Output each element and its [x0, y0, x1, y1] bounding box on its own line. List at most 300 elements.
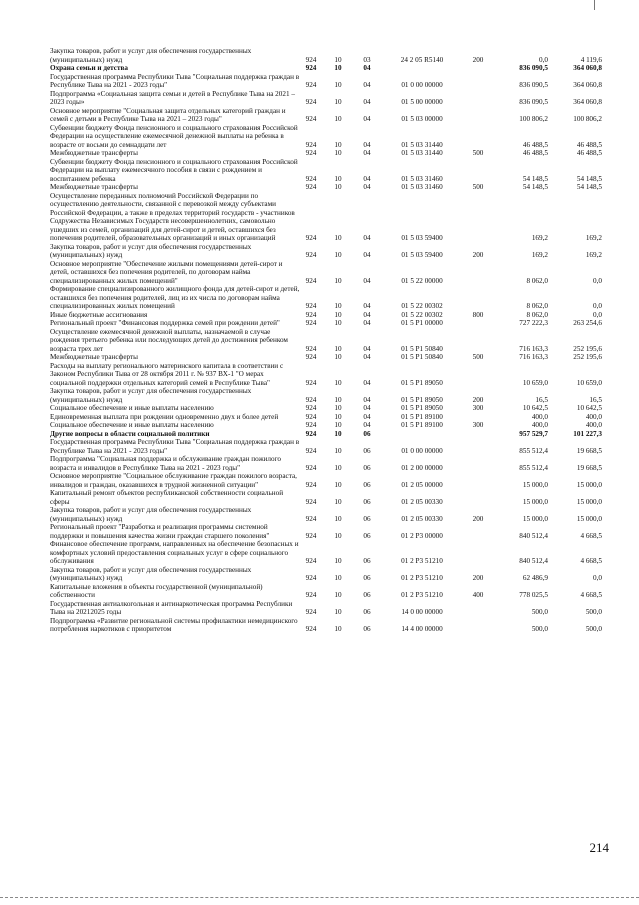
row-grbs: 924	[305, 64, 317, 72]
row-amount-year1: 400,0	[531, 421, 548, 429]
row-amount-year1: 46 488,5	[522, 149, 548, 157]
row-grbs: 924	[305, 98, 317, 106]
row-section: 10	[334, 115, 342, 123]
row-subsection: 04	[363, 353, 371, 361]
table-row	[50, 107, 602, 124]
row-amount-year1: 500,0	[531, 625, 548, 633]
row-amount-year2: 46 488,5	[576, 149, 602, 157]
row-amount-year1: 16,5	[535, 395, 548, 404]
row-target-article	[380, 430, 464, 439]
row-amount-year1: 840 512,4	[519, 557, 548, 565]
row-amount-year1: 0,0	[539, 55, 548, 64]
row-section: 10	[334, 98, 342, 106]
row-subsection: 04	[363, 64, 371, 72]
table-row	[50, 506, 602, 523]
table-row	[50, 540, 602, 566]
row-expense-type	[464, 455, 492, 472]
row-grbs: 924	[305, 497, 317, 506]
row-amount-year2: 0,0	[593, 574, 602, 582]
row-target-article: 01 0 00 00000	[401, 446, 443, 455]
row-section: 10	[334, 608, 342, 616]
table-row	[50, 583, 602, 600]
row-name: Закупка товаров, работ и услуг для обеспечения государственных (муниципальных) нужд	[50, 565, 252, 582]
row-section: 10	[334, 557, 342, 565]
row-amount-year2: 252 195,6	[573, 344, 602, 353]
row-expense-type	[464, 472, 492, 489]
row-grbs: 924	[305, 557, 317, 565]
row-amount-year1: 46 488,5	[522, 140, 548, 149]
row-subsection: 04	[363, 319, 371, 327]
row-target-article: 01 5 03 59400	[401, 251, 443, 259]
table-row	[50, 455, 602, 472]
row-expense-type	[464, 124, 492, 150]
row-target-article: 01 2 P3 00000	[401, 531, 443, 540]
row-name: Осуществление ежемесячной денежной выплаты, назначаемой в случае рождения третьего ребенка или последующих детей до достижения ребенком возраста трех лет	[50, 327, 288, 353]
row-section: 10	[334, 353, 342, 361]
row-name: Капитальные вложения в объекты государственной (муниципальной) собственности	[50, 582, 263, 599]
row-target-article: 01 2 P3 51210	[401, 591, 443, 599]
row-target-article: 01 5 22 00302	[401, 310, 443, 319]
row-expense-type: 400	[472, 591, 484, 599]
row-expense-type	[464, 438, 492, 455]
row-amount-year1: 957 529,7	[519, 429, 548, 438]
row-amount-year2: 54 148,5	[576, 183, 602, 191]
table-row	[50, 387, 602, 404]
row-amount-year1: 15 000,0	[522, 497, 548, 506]
row-amount-year1: 169,2	[531, 251, 548, 259]
row-subsection: 04	[363, 174, 371, 183]
row-subsection: 06	[363, 531, 371, 540]
row-target-article: 14 0 00 00000	[401, 608, 443, 616]
table-row	[50, 47, 602, 64]
row-name: Субвенции бюджету Фонда пенсионного и социального страхования Российской Федерации на осуществление ежемесячной денежной выплаты на ребенка в возрасте от восьми до семнадцати лет	[50, 123, 298, 149]
row-grbs: 924	[305, 463, 317, 472]
row-target-article: 14 4 00 00000	[401, 625, 443, 633]
row-name: Подпрограмма «Развитие региональной системы профилактики немедицинского потребления наркотиков с приоритетом	[50, 616, 298, 633]
row-amount-year2: 100 806,2	[573, 115, 602, 123]
row-section: 10	[334, 497, 342, 506]
row-subsection: 04	[363, 81, 371, 89]
row-subsection: 04	[363, 344, 371, 353]
row-name: Закупка товаров, работ и услуг для обеспечения государственных (муниципальных) нужд	[50, 506, 252, 523]
row-amount-year2: 0,0	[593, 276, 602, 285]
row-expense-type: 500	[472, 149, 484, 157]
row-amount-year1: 8 062,0	[526, 310, 548, 319]
row-subsection: 04	[363, 404, 371, 412]
row-grbs: 924	[305, 55, 317, 64]
row-expense-type	[464, 489, 492, 506]
row-grbs: 924	[305, 421, 317, 429]
table-row	[50, 319, 602, 328]
row-section: 10	[334, 514, 342, 523]
row-name: Межбюджетные трансферты	[50, 353, 138, 361]
row-target-article: 01 5 P1 00000	[401, 319, 443, 327]
row-amount-year2: 4 668,5	[580, 531, 602, 540]
row-section: 10	[334, 310, 342, 319]
scan-bottom-edge	[0, 897, 639, 898]
row-target-article: 01 5 P1 50840	[401, 353, 443, 361]
page-number: 214	[589, 840, 609, 855]
row-expense-type: 200	[472, 395, 484, 404]
table-row	[50, 430, 602, 439]
row-amount-year2: 101 227,3	[573, 429, 602, 438]
row-amount-year2: 10 642,5	[576, 404, 602, 412]
row-expense-type	[464, 319, 492, 328]
row-section: 10	[334, 183, 342, 191]
table-row	[50, 158, 602, 184]
row-grbs: 924	[305, 251, 317, 259]
row-name: Единовременная выплата при рождении одновременно двух и более детей	[50, 412, 279, 421]
row-amount-year1: 169,2	[531, 234, 548, 242]
row-expense-type	[464, 617, 492, 634]
table-row	[50, 64, 602, 73]
row-section: 10	[334, 276, 342, 285]
row-subsection: 06	[363, 557, 371, 565]
row-target-article: 01 2 00 00000	[401, 463, 443, 472]
row-amount-year2: 4 668,5	[580, 557, 602, 565]
row-section: 10	[334, 174, 342, 183]
row-expense-type	[464, 107, 492, 124]
row-expense-type: 300	[472, 421, 484, 429]
row-amount-year1: 855 512,4	[519, 463, 548, 472]
row-amount-year2: 0,0	[593, 302, 602, 310]
row-target-article	[380, 64, 464, 73]
row-target-article: 01 5 P1 89050	[401, 395, 443, 404]
row-section: 10	[334, 412, 342, 421]
row-amount-year2: 0,0	[593, 310, 602, 319]
row-name: Закупка товаров, работ и услуг для обеспечения государственных (муниципальных) нужд	[50, 47, 252, 64]
row-name: Государственная программа Республики Тыва "Социальная поддержка граждан в Республике Тыва на 2021 - 2023 годы"	[50, 72, 300, 89]
row-amount-year2: 500,0	[585, 625, 602, 633]
row-target-article: 01 2 P3 51210	[401, 557, 443, 565]
row-expense-type	[464, 328, 492, 354]
row-target-article: 01 5 03 00000	[401, 115, 443, 123]
table-row	[50, 472, 602, 489]
row-grbs: 924	[305, 319, 317, 327]
row-amount-year1: 54 148,5	[522, 183, 548, 191]
row-section: 10	[334, 140, 342, 149]
row-subsection: 04	[363, 276, 371, 285]
row-section: 10	[334, 480, 342, 489]
row-expense-type	[464, 192, 492, 243]
row-name: Подпрограмма «Социальная защита семьи и детей в Республике Тыва на 2021 – 2023 годы»	[50, 89, 295, 106]
row-section: 10	[334, 395, 342, 404]
row-amount-year2: 19 668,5	[576, 463, 602, 472]
row-section: 10	[334, 404, 342, 412]
row-name: Основное мероприятие "Обеспечение жилыми помещениями детей-сирот и детей, оставшихся без попечения родителей, по договорам найма специализированных жилых помещений"	[50, 259, 283, 285]
row-name: Основное мероприятие "Социальное обслуживание граждан пожилого возраста, инвалидов и граждан, оказавшихся в трудной жизненной ситуации"	[50, 472, 297, 489]
row-amount-year1: 400,0	[531, 412, 548, 421]
row-grbs: 924	[305, 115, 317, 123]
row-subsection: 06	[363, 591, 371, 599]
row-amount-year2: 4 668,5	[580, 591, 602, 599]
row-section: 10	[334, 429, 342, 438]
row-amount-year1: 8 062,0	[526, 276, 548, 285]
row-name: Капитальный ремонт объектов республиканской собственности социальной сферы	[50, 489, 284, 506]
row-section: 10	[334, 81, 342, 89]
row-name: Субвенции бюджету Фонда пенсионного и социального страхования Российской Федерации на выплату ежемесячного пособия в связи с рождением и воспитанием ребенка	[50, 157, 298, 183]
row-amount-year1: 840 512,4	[519, 531, 548, 540]
row-section: 10	[334, 378, 342, 387]
row-amount-year2: 252 195,6	[573, 353, 602, 361]
row-amount-year2: 4 119,6	[580, 55, 602, 64]
table-row	[50, 90, 602, 107]
row-target-article: 01 5 22 00000	[401, 276, 443, 285]
row-target-article: 01 2 P3 51210	[401, 574, 443, 582]
row-name: Социальное обеспечение и иные выплаты населению	[50, 421, 214, 429]
row-amount-year2: 16,5	[589, 395, 602, 404]
row-target-article: 01 5 03 31440	[401, 149, 443, 157]
row-amount-year1: 836 090,5	[519, 81, 548, 89]
row-amount-year2: 364 060,8	[573, 64, 602, 72]
row-name: Подпрограмма "Социальная поддержка и обслуживание граждан пожилого возраста и инвалидов в Республике Тыва на 2021 - 2023 годы"	[50, 455, 281, 472]
row-amount-year2: 500,0	[585, 608, 602, 616]
row-amount-year1: 716 163,3	[519, 344, 548, 353]
row-target-article: 24 2 05 R5140	[400, 55, 444, 64]
row-amount-year1: 10 659,0	[522, 378, 548, 387]
table-row	[50, 523, 602, 540]
row-section: 10	[334, 64, 342, 72]
table-row	[50, 192, 602, 243]
row-subsection: 04	[363, 251, 371, 259]
row-amount-year1: 15 000,0	[522, 480, 548, 489]
row-target-article: 01 5 P1 89100	[401, 421, 443, 429]
row-name: Межбюджетные трансферты	[50, 149, 138, 157]
table-row	[50, 617, 602, 634]
row-grbs: 924	[305, 276, 317, 285]
row-amount-year1: 836 090,5	[519, 98, 548, 106]
row-section: 10	[334, 531, 342, 540]
row-subsection: 06	[363, 429, 371, 438]
row-grbs: 924	[305, 310, 317, 319]
row-target-article: 01 2 05 00330	[401, 497, 443, 506]
row-subsection: 04	[363, 115, 371, 123]
row-target-article: 01 5 P1 89050	[401, 404, 443, 412]
row-target-article: 01 2 05 00000	[401, 480, 443, 489]
row-subsection: 06	[363, 625, 371, 633]
row-name: Государственная программа Республики Тыва "Социальная поддержка граждан в Республике Тыва на 2021 - 2023 годы"	[50, 438, 300, 455]
row-section: 10	[334, 319, 342, 327]
table-row	[50, 404, 602, 413]
row-amount-year1: 500,0	[531, 608, 548, 616]
row-name: Межбюджетные трансферты	[50, 183, 138, 191]
table-row	[50, 566, 602, 583]
row-name: Основное мероприятие "Социальная защита отдельных категорий граждан и семей с детьми в Республике Тыва на 2021 – 2023 годы"	[50, 106, 286, 123]
row-subsection: 06	[363, 574, 371, 582]
row-subsection: 04	[363, 395, 371, 404]
row-grbs: 924	[305, 140, 317, 149]
row-amount-year1: 855 512,4	[519, 446, 548, 455]
row-amount-year1: 727 222,3	[519, 319, 548, 327]
row-expense-type	[464, 64, 492, 73]
table-row	[50, 489, 602, 506]
row-expense-type: 200	[472, 514, 484, 523]
row-amount-year2: 400,0	[585, 421, 602, 429]
row-expense-type	[464, 158, 492, 184]
row-amount-year1: 54 148,5	[522, 174, 548, 183]
row-grbs: 924	[305, 480, 317, 489]
table-row	[50, 311, 602, 320]
table-row	[50, 183, 602, 192]
row-grbs: 924	[305, 81, 317, 89]
row-amount-year2: 364 060,8	[573, 98, 602, 106]
row-section: 10	[334, 421, 342, 429]
row-amount-year2: 15 000,0	[576, 480, 602, 489]
row-expense-type	[464, 540, 492, 566]
row-name: Социальное обеспечение и иные выплаты населению	[50, 404, 214, 412]
row-target-article: 01 5 P1 50840	[401, 344, 443, 353]
row-grbs: 924	[305, 378, 317, 387]
row-grbs: 924	[305, 412, 317, 421]
row-subsection: 04	[363, 378, 371, 387]
row-expense-type	[464, 600, 492, 617]
row-expense-type	[464, 285, 492, 311]
row-name: Финансовое обеспечение программ, направленных на обеспечение безопасных и комфортных условий предоставления социальных услуг в сфере социального обслуживания	[50, 540, 299, 565]
row-grbs: 924	[305, 344, 317, 353]
row-target-article: 01 5 P1 89050	[401, 378, 443, 387]
row-subsection: 04	[363, 412, 371, 421]
row-expense-type: 200	[472, 55, 484, 64]
row-expense-type	[464, 430, 492, 439]
table-row	[50, 362, 602, 388]
row-subsection: 04	[363, 421, 371, 429]
row-expense-type: 800	[472, 310, 484, 319]
row-expense-type: 200	[472, 251, 484, 259]
row-name: Региональный проект "Финансовая поддержка семей при рождении детей"	[50, 319, 280, 327]
row-expense-type: 500	[472, 183, 484, 191]
row-subsection: 04	[363, 183, 371, 191]
row-grbs: 924	[305, 395, 317, 404]
row-grbs: 924	[305, 183, 317, 191]
row-section: 10	[334, 55, 342, 64]
row-name: Закупка товаров, работ и услуг для обеспечения государственных (муниципальных) нужд	[50, 387, 252, 404]
row-section: 10	[334, 149, 342, 157]
row-grbs: 924	[305, 608, 317, 616]
row-grbs: 924	[305, 591, 317, 599]
row-section: 10	[334, 591, 342, 599]
row-grbs: 924	[305, 353, 317, 361]
row-subsection: 04	[363, 98, 371, 106]
row-expense-type	[464, 413, 492, 422]
row-amount-year1: 836 090,5	[519, 64, 548, 72]
row-subsection: 04	[363, 234, 371, 242]
row-subsection: 06	[363, 514, 371, 523]
row-section: 10	[334, 302, 342, 310]
table-row	[50, 285, 602, 311]
row-target-article: 01 2 05 00330	[401, 514, 443, 523]
row-subsection: 03	[363, 55, 371, 64]
row-target-article: 01 5 03 31460	[401, 174, 443, 183]
row-expense-type	[464, 90, 492, 107]
row-section: 10	[334, 251, 342, 259]
row-grbs: 924	[305, 174, 317, 183]
table-row	[50, 149, 602, 158]
row-section: 10	[334, 446, 342, 455]
row-amount-year2: 19 668,5	[576, 446, 602, 455]
table-row	[50, 124, 602, 150]
row-amount-year1: 62 486,9	[522, 574, 548, 582]
table-row	[50, 600, 602, 617]
row-amount-year2: 400,0	[585, 412, 602, 421]
row-grbs: 924	[305, 446, 317, 455]
row-expense-type	[464, 260, 492, 286]
row-amount-year2: 10 659,0	[576, 378, 602, 387]
row-section: 10	[334, 625, 342, 633]
row-expense-type	[464, 523, 492, 540]
row-subsection: 04	[363, 302, 371, 310]
row-target-article: 01 5 03 31440	[401, 140, 443, 149]
row-amount-year2: 46 488,5	[576, 140, 602, 149]
row-grbs: 924	[305, 149, 317, 157]
row-amount-year2: 263 254,6	[573, 319, 602, 327]
row-amount-year2: 364 060,8	[573, 81, 602, 89]
row-expense-type: 300	[472, 404, 484, 412]
row-target-article: 01 5 P1 89100	[401, 412, 443, 421]
table-row	[50, 328, 602, 354]
table-row	[50, 353, 602, 362]
row-subsection: 06	[363, 446, 371, 455]
row-section: 10	[334, 574, 342, 582]
scan-edge-mark	[594, 0, 595, 10]
table-row	[50, 438, 602, 455]
row-expense-type	[464, 362, 492, 388]
row-subsection: 04	[363, 140, 371, 149]
row-name: Государственная антиалкогольная и антинаркотическая программа Республики Тыва на 20212025 годы	[50, 599, 293, 616]
row-section: 10	[334, 344, 342, 353]
row-grbs: 924	[305, 302, 317, 310]
row-grbs: 924	[305, 531, 317, 540]
row-amount-year1: 100 806,2	[519, 115, 548, 123]
row-name: Формирование специализированного жилищного фонда для детей-сирот и детей, оставшихся без попечения родителей, лиц из их числа по договорам найма специализированных жилых помещений	[50, 285, 300, 310]
table-row	[50, 260, 602, 286]
row-grbs: 924	[305, 625, 317, 633]
row-amount-year1: 10 642,5	[522, 404, 548, 412]
row-expense-type	[464, 73, 492, 90]
row-amount-year1: 15 000,0	[522, 514, 548, 523]
row-section: 10	[334, 234, 342, 242]
row-grbs: 924	[305, 404, 317, 412]
row-subsection: 06	[363, 497, 371, 506]
row-subsection: 06	[363, 463, 371, 472]
row-name: Иные бюджетные ассигнования	[50, 310, 148, 319]
row-subsection: 04	[363, 149, 371, 157]
row-amount-year2: 15 000,0	[576, 497, 602, 506]
row-amount-year1: 8 062,0	[526, 302, 548, 310]
row-target-article: 01 5 03 31460	[401, 183, 443, 191]
row-name: Другие вопросы в области социальной политики	[50, 429, 210, 438]
table-row	[50, 421, 602, 430]
row-target-article: 01 5 00 00000	[401, 98, 443, 106]
row-target-article: 01 0 00 00000	[401, 81, 443, 89]
row-target-article: 01 5 03 59400	[401, 234, 443, 242]
row-name: Осуществление переданных полномочий Российской Федерации по осуществлению деятельности, связанной с перевозкой между субъектами Российской Федерации, а также в пределах территорий государств - участников Содружества Независимых Государств несовершеннолетних, самовольно ушедших из семей, организаций для детей-сирот и детей, оставшихся без попечения родителей, образовательных организаций и иных организаций	[50, 191, 295, 242]
table-row	[50, 73, 602, 90]
row-grbs: 924	[305, 574, 317, 582]
row-subsection: 06	[363, 480, 371, 489]
row-amount-year2: 169,2	[585, 251, 602, 259]
row-subsection: 06	[363, 608, 371, 616]
row-amount-year2: 15 000,0	[576, 514, 602, 523]
row-section: 10	[334, 463, 342, 472]
row-grbs: 924	[305, 429, 317, 438]
row-amount-year2: 54 148,5	[576, 174, 602, 183]
row-amount-year1: 778 025,5	[519, 591, 548, 599]
budget-table-body	[50, 47, 602, 634]
row-name: Расходы на выплату регионального материнского капитала в соответствии с Законом Республики Тыва от 28 октября 2011 г. № 937 ВХ-1 "О мерах социальной поддержки отдельных категорий семей в Республике Тыва"	[50, 361, 284, 387]
table-row	[50, 243, 602, 260]
budget-table	[50, 47, 602, 634]
table-row	[50, 413, 602, 422]
